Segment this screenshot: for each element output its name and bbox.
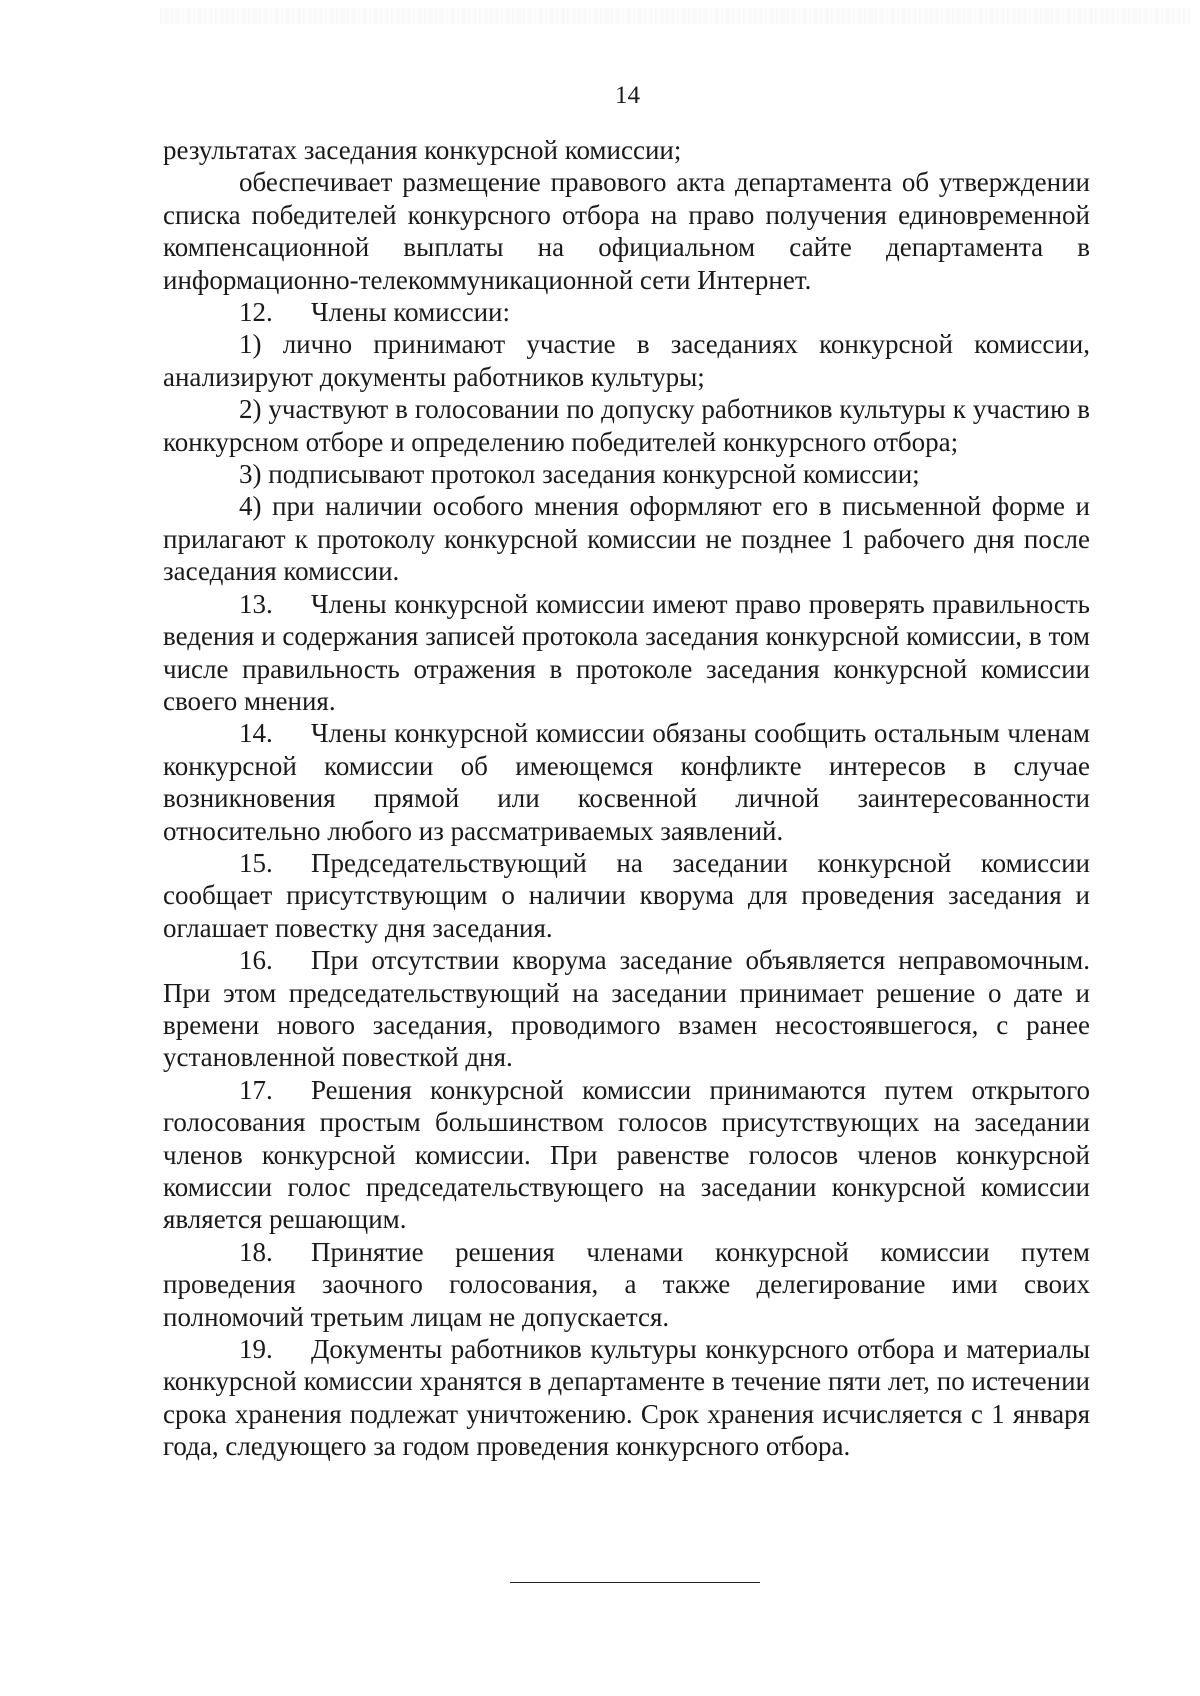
end-of-document-rule — [510, 1582, 760, 1583]
paragraph-text: 2) участвуют в голосовании по допуску работников культуры к участию в конкурсном отборе и определению победителей конкурсного отбора; — [163, 394, 1090, 457]
item-number: 15. — [239, 847, 273, 878]
paragraph-item-12 — [163, 296, 1090, 328]
paragraph-item-14 — [163, 717, 1090, 847]
document-body — [163, 134, 1090, 1463]
paragraph — [163, 166, 1090, 296]
item-number: 14. — [239, 718, 273, 749]
scan-artifact — [160, 8, 1190, 24]
paragraph-subitem-3 — [163, 458, 1090, 490]
paragraph-text: результатах заседания конкурсной комиссии; — [163, 135, 682, 165]
paragraph-text: 1) лично принимают участие в заседаниях конкурсной комиссии, анализируют документы работников культуры; — [163, 329, 1090, 392]
page-number: 14 — [615, 82, 640, 109]
paragraph-text: При отсутствии кворума заседание объявляется неправомочным. При этом председательствующий на заседании принимает решение о дате и времени нового заседания, проводимого взамен несостоявшегося, с ранее установленной повесткой дня. — [163, 945, 1090, 1073]
paragraph-subitem-2 — [163, 393, 1090, 458]
paragraph-text: Члены конкурсной комиссии обязаны сообщить остальным членам конкурсной комиссии об имеющемся конфликте интересов в случае возникновения прямой или косвенной личной заинтересованности относительно любого из рассматриваемых заявлений. — [163, 718, 1090, 846]
paragraph-text: Члены конкурсной комиссии имеют право проверять правильность ведения и содержания записей протокола заседания конкурсной комиссии, в том числе правильность отражения в протоколе заседания конкурсной комиссии своего мнения. — [163, 588, 1090, 716]
item-number: 13. — [239, 588, 273, 619]
paragraph-text: обеспечивает размещение правового акта департамента об утверждении списка победителей конкурсного отбора на право получения единовременной компенсационной выплаты на официальном сайте департамента в информационно-телекоммуникационной сети Интернет. — [163, 167, 1090, 295]
paragraph-text: 3) подписывают протокол заседания конкурсной комиссии; — [239, 459, 920, 490]
paragraph-text: Члены комиссии: — [311, 297, 510, 328]
item-number: 16. — [239, 945, 273, 976]
paragraph-item-13 — [163, 588, 1090, 718]
paragraph-text: Принятие решения членами конкурсной комиссии путем проведения заочного голосования, а также делегирование ими своих полномочий третьим лицам не допускается. — [163, 1236, 1090, 1332]
paragraph-item-16 — [163, 944, 1090, 1074]
item-number: 19. — [239, 1334, 273, 1365]
paragraph-item-19 — [163, 1333, 1090, 1463]
paragraph-item-18 — [163, 1236, 1090, 1333]
item-number: 17. — [239, 1074, 273, 1105]
item-number: 12. — [239, 297, 273, 328]
paragraph-subitem-1 — [163, 328, 1090, 393]
paragraph-text: Решения конкурсной комиссии принимаются путем открытого голосования простым большинством голосов присутствующих на заседании членов конкурсной комиссии. При равенстве голосов членов конкурсной комиссии голос председательствующего на заседании конкурсной комиссии является решающим. — [163, 1074, 1090, 1235]
paragraph-continuation — [163, 134, 1090, 166]
item-number: 18. — [239, 1236, 273, 1267]
paragraph-text: Председательствующий на заседании конкурсной комиссии сообщает присутствующим о наличии кворума для проведения заседания и оглашает повестку дня заседания. — [163, 847, 1090, 943]
paragraph-text: 4) при наличии особого мнения оформляют его в письменной форме и прилагают к протоколу конкурсной комиссии не позднее 1 рабочего дня после заседания комиссии. — [163, 491, 1090, 587]
paragraph-text: Документы работников культуры конкурсного отбора и материалы конкурсной комиссии хранятся в департаменте в течение пяти лет, по истечении срока хранения подлежат уничтожению. Срок хранения исчисляется с 1 января года, следующего за годом проведения конкурсного отбора. — [163, 1334, 1090, 1462]
paragraph-subitem-4 — [163, 490, 1090, 587]
paragraph-item-17 — [163, 1074, 1090, 1236]
paragraph-item-15 — [163, 847, 1090, 944]
